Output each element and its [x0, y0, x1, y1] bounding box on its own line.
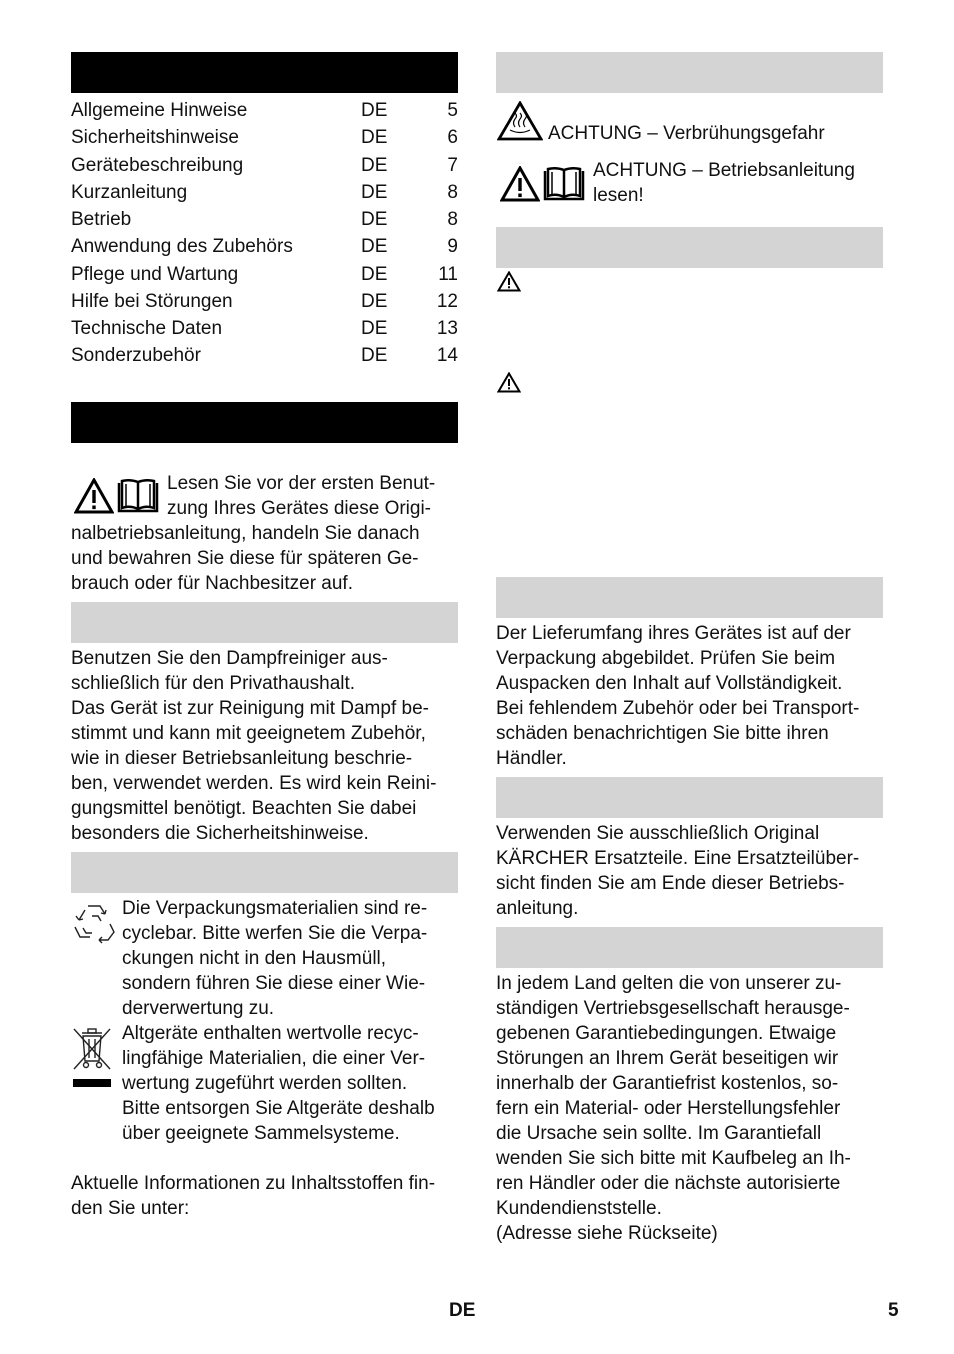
symbols-header-bar [496, 52, 883, 93]
recycling-text: Die Verpackungsmaterialien sind re- cyclebar. Bitte werfen Sie die Verpa- ckungen nicht in den Hausmüll, sondern führen Sie diese einer Wie- derverwertung zu. [122, 898, 428, 1019]
scald-warning-icon [497, 101, 543, 147]
danger-warning-icon [497, 271, 521, 298]
toc-row[interactable]: Sicherheitshinweise DE 6 [71, 127, 458, 148]
scald-warning-text: ACHTUNG – Verbrühungsgefahr [548, 123, 825, 144]
spare-parts-text: Verwenden Sie ausschließlich Original KÄRCHER Ersatzteile. Eine Ersatzteilüber- sicht finden Sie am Ende dieser Betriebs- anleitung. [496, 823, 860, 919]
intended-use-text: Benutzen Sie den Dampfreiniger aus- schließlich für den Privathaushalt. Das Gerät ist zur Reinigung mit Dampf be- stimmt und kann mit geeignetem Zubehör, wie in dieser Betriebsanleitung beschrie- ben, verwendet werden. Es wird kein Reini- gungsmittel benötigt. Beachten Sie dabei besonders die Sicherheitshinweise. [71, 648, 437, 844]
warranty-header-bar [496, 927, 883, 968]
warranty-text: In jedem Land gelten die von unserer zu- ständigen Vertriebsgesellschaft herausge- gebenen Garantiebedingungen. Etwaige Störungen an Ihrem Gerät beseitigen wir innerhalb der Garantiefrist kostenlos, so- fern ein Material- oder Herstellungsfehler die Ursache sein sollte. Im Garantiefall wenden Sie sich bitte mit Kaufbeleg an Ih- ren Händler oder die nächste autorisierte Kundendienststelle. (Adresse siehe Rückseite) [496, 973, 851, 1244]
warning-icon [500, 166, 540, 208]
caution-warning-icon [497, 372, 521, 399]
toc-header-bar [71, 52, 458, 93]
manual-warning-text: ACHTUNG – Betriebsanleitung lesen! [593, 160, 855, 206]
general-notes-header-bar [71, 402, 458, 443]
delivery-header-bar [496, 577, 883, 618]
toc-row[interactable]: Hilfe bei Störungen DE 12 [71, 291, 458, 312]
recycling-icon [72, 902, 116, 950]
intro-text: Lesen Sie vor der ersten Benut- zung Ihres Gerätes diese Origi- nalbetriebsanleitung, handeln Sie danach und bewahren Sie diese für späteren Ge- brauch oder für Nachbesitzer auf. [71, 473, 436, 594]
toc-row[interactable]: Pflege und Wartung DE 11 [71, 264, 458, 285]
toc-row[interactable]: Technische Daten DE 13 [71, 318, 458, 339]
environment-header-bar [71, 852, 458, 893]
toc-row[interactable]: Allgemeine Hinweise DE 5 [71, 100, 458, 121]
manual-book-icon [542, 166, 586, 208]
footer-language: DE [449, 1300, 476, 1321]
toc-row[interactable]: Betrieb DE 8 [71, 209, 458, 230]
toc-row[interactable]: Kurzanleitung DE 8 [71, 182, 458, 203]
toc-row[interactable]: Gerätebeschreibung DE 7 [71, 155, 458, 176]
disposal-text: Altgeräte enthalten wertvolle recyc- lingfähige Materialien, die einer Ver- wertung zugeführt werden sollten. Bitte entsorgen Sie Altgeräte deshalb über geeignete Sammelsysteme. [122, 1023, 435, 1144]
toc-row[interactable]: Anwendung des Zubehörs DE 9 [71, 236, 458, 257]
crossed-bin-icon [72, 1027, 112, 1095]
intended-use-header-bar [71, 602, 458, 643]
toc-row[interactable]: Sonderzubehör DE 14 [71, 345, 458, 366]
delivery-text: Der Lieferumfang ihres Gerätes ist auf der Verpackung abgebildet. Prüfen Sie beim Auspacken den Inhalt auf Vollständigkeit. Bei fehlendem Zubehör oder bei Transport- schäden benachrichtigen Sie bitte ihren Händler. [496, 623, 860, 769]
spare-parts-header-bar [496, 777, 883, 818]
symbols-device-header-bar [496, 227, 883, 268]
footer-page-number: 5 [888, 1300, 899, 1321]
substances-info-text: Aktuelle Informationen zu Inhaltsstoffen fin- den Sie unter: [71, 1173, 436, 1219]
